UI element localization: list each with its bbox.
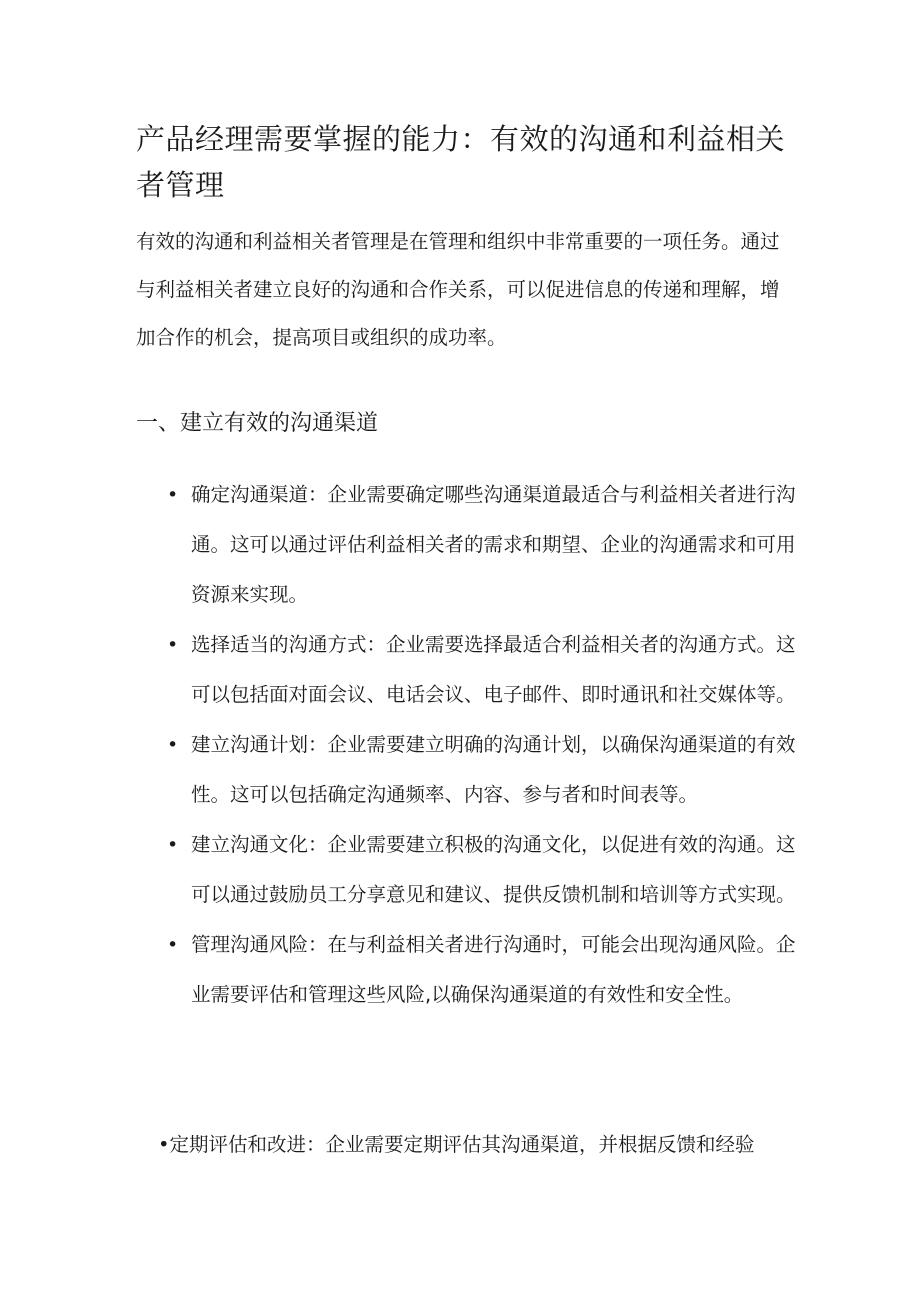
- bullet-item: [136, 720, 796, 820]
- bullet-item: [136, 620, 796, 720]
- bullet-text: 管理沟通风险：在与利益相关者进行沟通时，可能会出现沟通风险。企业需要评估和管理这些风险,以确保沟通渠道的有效性和安全性。: [191, 933, 796, 1006]
- bullet-item: [136, 820, 796, 920]
- bullet-dot-icon: •: [167, 484, 179, 506]
- bullet-text: 建立沟通计划：企业需要建立明确的沟通计划，以确保沟通渠道的有效性。这可以包括确定沟通频率、内容、参与者和时间表等。: [191, 733, 796, 806]
- bullet-text: 确定沟通渠道：企业需要确定哪些沟通渠道最适合与利益相关者进行沟通。这可以通过评估利益相关者的需求和期望、企业的沟通需求和可用资源来实现。: [191, 483, 796, 606]
- bullet-dot-icon: •: [167, 734, 179, 756]
- document-title: 产品经理需要掌握的能力：有效的沟通和利益相关者管理: [136, 122, 786, 202]
- bullet-dot-icon: •: [167, 634, 179, 656]
- bullet-list: [136, 470, 796, 1020]
- bullet-dot-icon: •: [167, 834, 179, 856]
- last-bullet-text: •定期评估和改进：企业需要定期评估其沟通渠道，并根据反馈和经验: [158, 1133, 755, 1156]
- bullet-text: 选择适当的沟通方式：企业需要选择最适合利益相关者的沟通方式。这可以包括面对面会议、电话会议、电子邮件、即时通讯和社交媒体等。: [191, 633, 796, 706]
- bullet-item: [136, 470, 796, 620]
- section-heading: 一、建立有效的沟通渠道: [136, 411, 379, 436]
- bullet-text: 建立沟通文化：企业需要建立积极的沟通文化，以促进有效的沟通。这可以通过鼓励员工分享意见和建议、提供反馈机制和培训等方式实现。: [191, 833, 796, 906]
- bullet-item: [136, 920, 796, 1020]
- intro-paragraph: 有效的沟通和利益相关者管理是在管理和组织中非常重要的一项任务。通过与利益相关者建立良好的沟通和合作关系，可以促进信息的传递和理解，增加合作的机会，提高项目或组织的成功率。: [136, 230, 780, 349]
- bullet-dot-icon: •: [167, 934, 179, 956]
